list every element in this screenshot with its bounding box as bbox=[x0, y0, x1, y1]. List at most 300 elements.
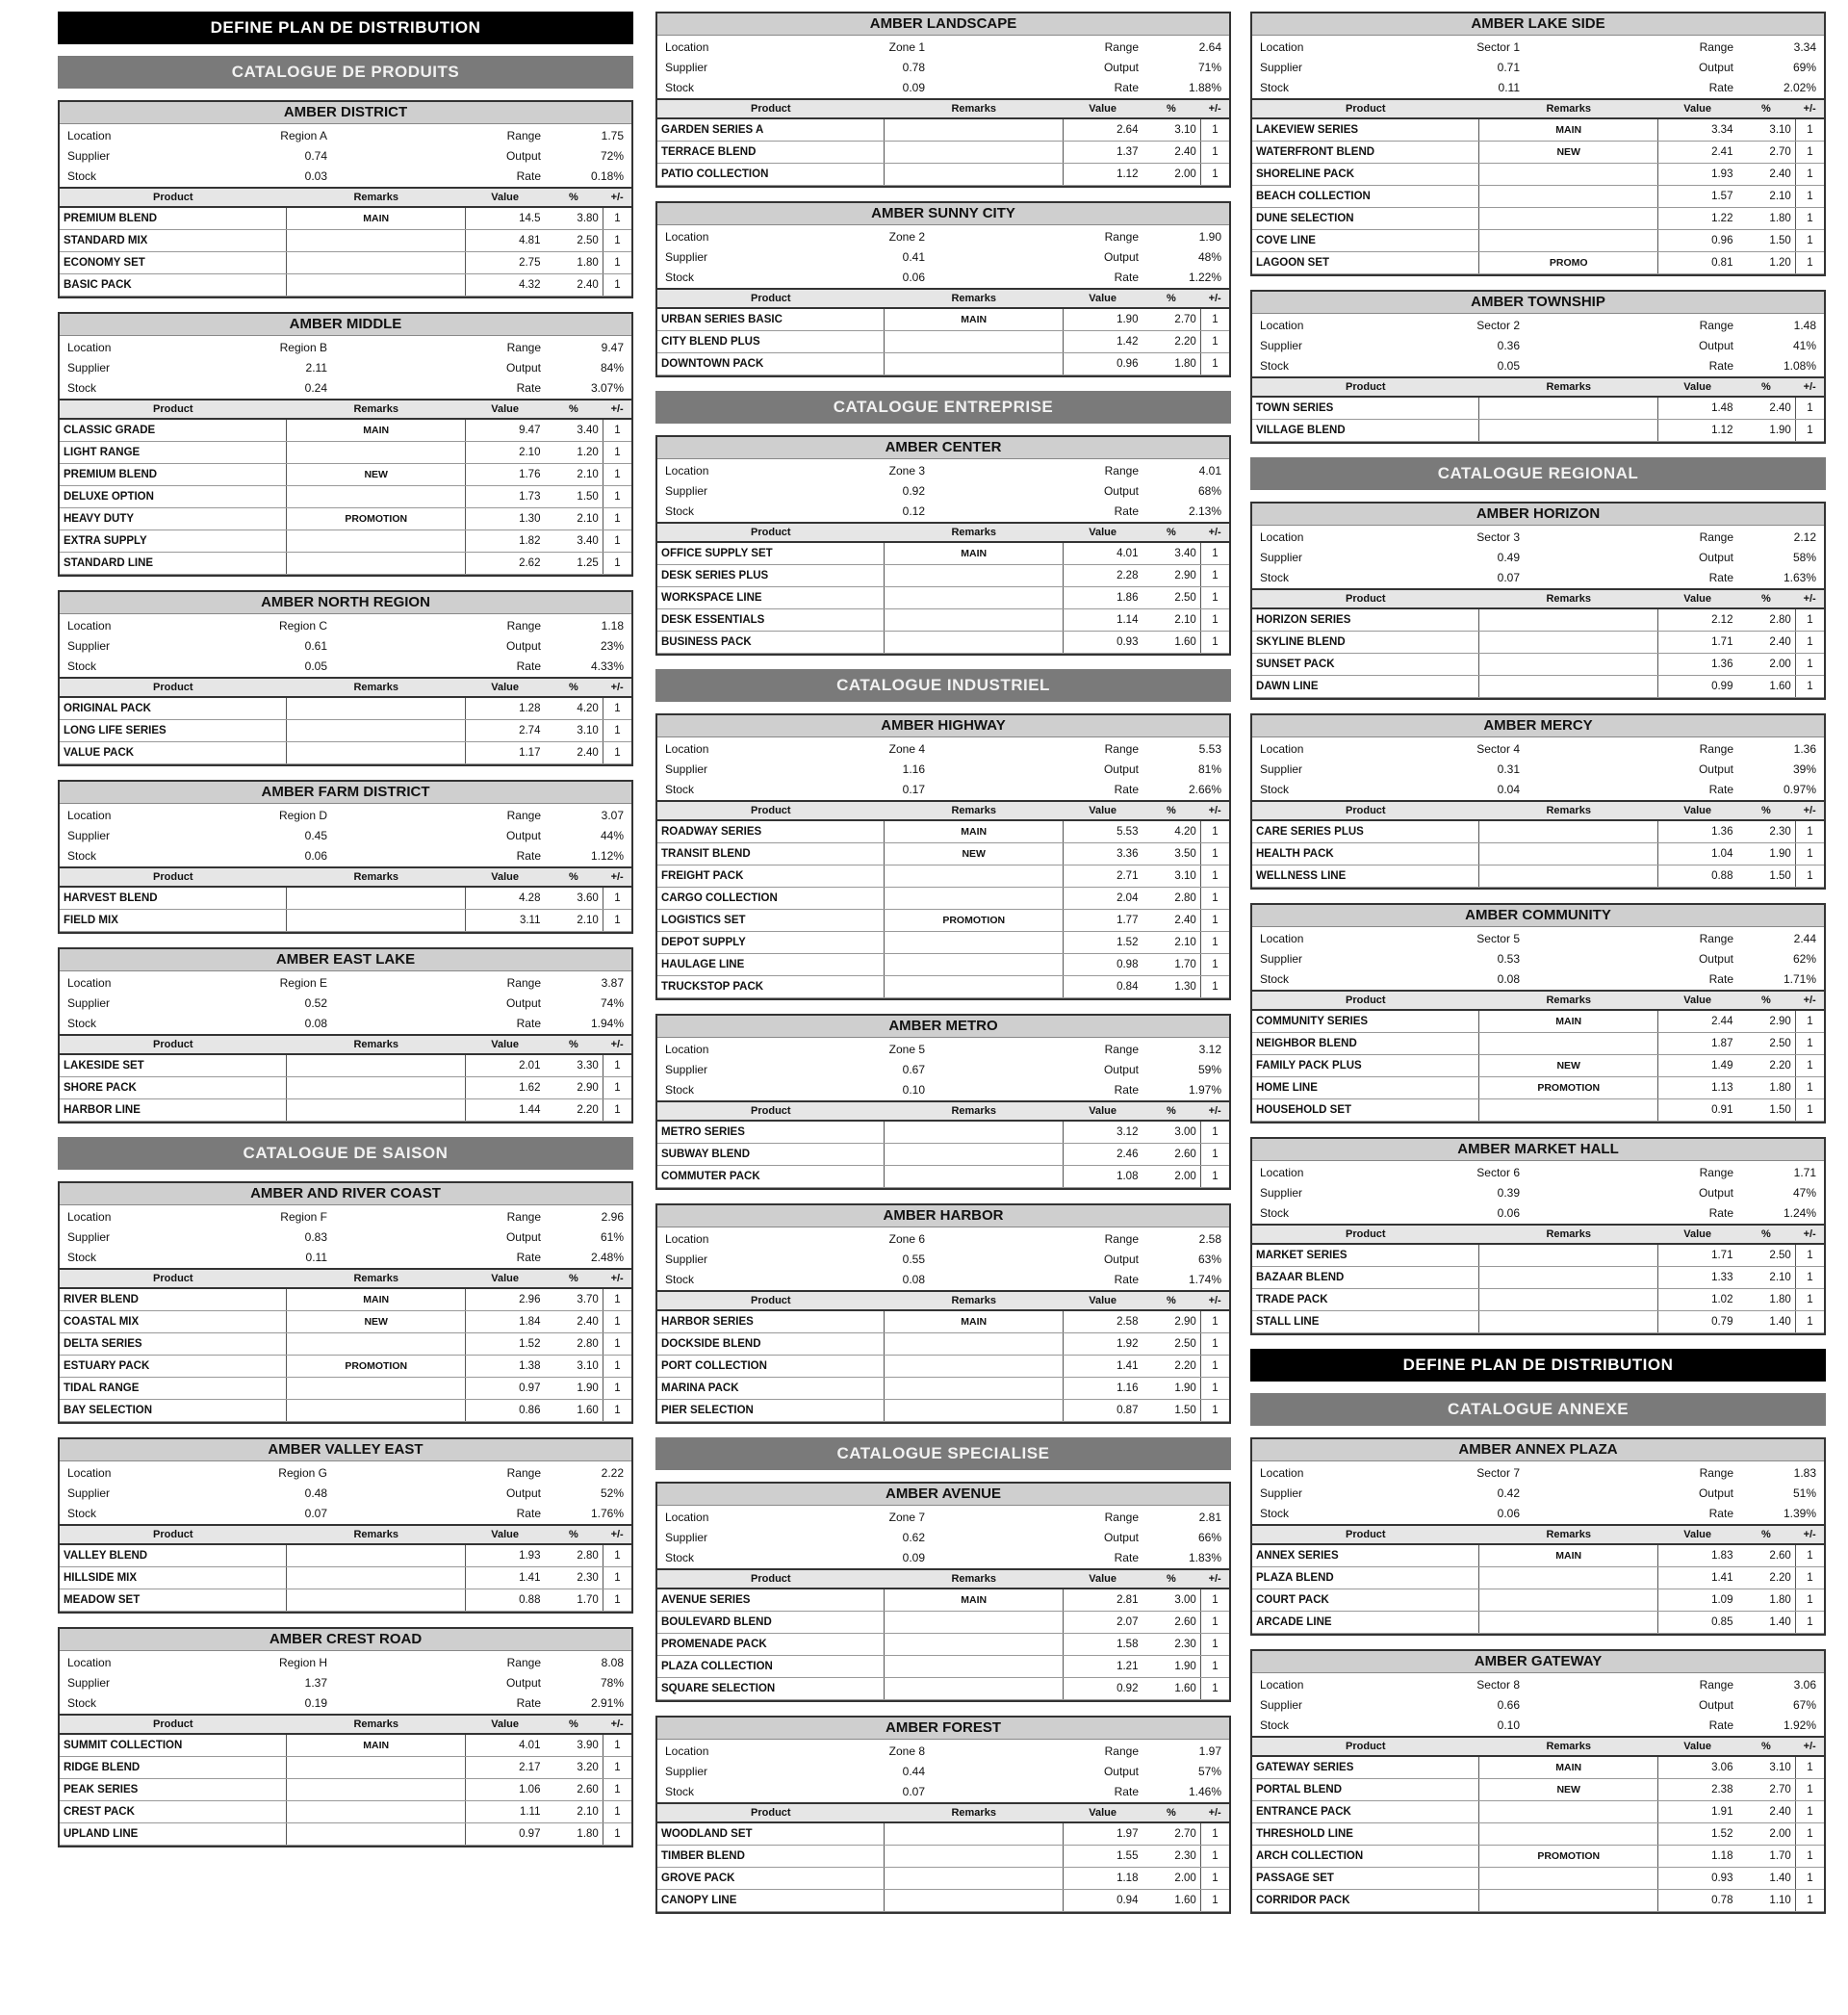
product-percent: 1.50 bbox=[544, 486, 603, 508]
column-header: +/- bbox=[1200, 1291, 1229, 1310]
meta-row bbox=[665, 1508, 1221, 1528]
column-header: Value bbox=[1658, 1225, 1737, 1244]
meta-label: Range bbox=[1104, 742, 1139, 756]
meta-label: Rate bbox=[1708, 1206, 1733, 1220]
product-value: 1.06 bbox=[466, 1779, 545, 1801]
product-table bbox=[1252, 1524, 1824, 1634]
table-row bbox=[1252, 865, 1824, 888]
product-name: HARBOR SERIES bbox=[657, 1310, 885, 1333]
table-row bbox=[60, 442, 631, 464]
meta-label: Location bbox=[665, 1043, 709, 1056]
product-value: 1.82 bbox=[466, 530, 545, 553]
product-remark bbox=[885, 1400, 1064, 1422]
product-name: URBAN SERIES BASIC bbox=[657, 308, 885, 331]
meta-value: 0.11 bbox=[1498, 81, 1520, 94]
meta-row bbox=[1260, 1463, 1816, 1484]
product-remark bbox=[1479, 230, 1658, 252]
column-header: Product bbox=[60, 400, 287, 419]
product-remark bbox=[885, 331, 1064, 353]
product-delta: 1 bbox=[1795, 397, 1824, 420]
meta-row bbox=[665, 227, 1221, 247]
meta-value: 3.34 bbox=[1793, 40, 1816, 54]
meta-row bbox=[1260, 760, 1816, 780]
product-delta: 1 bbox=[603, 697, 631, 720]
meta-value: 69% bbox=[1792, 61, 1816, 74]
product-value: 2.96 bbox=[466, 1288, 545, 1311]
meta-row bbox=[67, 657, 624, 677]
product-name: TRANSIT BLEND bbox=[657, 843, 885, 865]
meta-label: Stock bbox=[1260, 81, 1290, 94]
product-delta: 1 bbox=[1795, 1823, 1824, 1846]
column-header: Remarks bbox=[885, 1101, 1064, 1121]
card-title: AMBER HIGHWAY bbox=[657, 715, 1229, 737]
product-name: PORT COLLECTION bbox=[657, 1356, 885, 1378]
table-header-row bbox=[60, 678, 631, 697]
product-percent: 3.10 bbox=[1736, 1756, 1795, 1779]
meta-row bbox=[67, 616, 624, 636]
column-header: +/- bbox=[1200, 99, 1229, 118]
card-meta bbox=[1252, 526, 1824, 588]
meta-value: Region D bbox=[278, 809, 327, 822]
product-name: VALUE PACK bbox=[60, 742, 287, 764]
table-row bbox=[60, 1823, 631, 1846]
meta-row bbox=[67, 846, 624, 866]
product-percent: 1.90 bbox=[1736, 420, 1795, 442]
column-header: +/- bbox=[1200, 1569, 1229, 1589]
meta-label: Supplier bbox=[665, 1531, 708, 1544]
column-header: % bbox=[544, 188, 603, 207]
meta-label: Stock bbox=[665, 271, 695, 284]
meta-value: 44% bbox=[600, 829, 624, 842]
product-name: DELUXE OPTION bbox=[60, 486, 287, 508]
meta-label: Stock bbox=[665, 1551, 695, 1564]
meta-value: 1.71% bbox=[1783, 972, 1816, 986]
product-value: 1.30 bbox=[466, 508, 545, 530]
product-delta: 1 bbox=[603, 274, 631, 297]
table-row bbox=[1252, 186, 1824, 208]
table-row bbox=[657, 976, 1229, 998]
meta-label: Rate bbox=[1708, 783, 1733, 796]
column-header: Remarks bbox=[885, 523, 1064, 542]
meta-value: 0.08 bbox=[304, 1017, 327, 1030]
meta-label: Stock bbox=[67, 169, 97, 183]
card-title: AMBER HORIZON bbox=[1252, 504, 1824, 526]
column-header: % bbox=[1736, 589, 1795, 608]
product-table bbox=[657, 98, 1229, 186]
table-row bbox=[1252, 1756, 1824, 1779]
card-amber-sunny-city bbox=[655, 201, 1231, 377]
product-remark bbox=[287, 720, 466, 742]
product-delta: 1 bbox=[1795, 230, 1824, 252]
card-title: AMBER LANDSCAPE bbox=[657, 13, 1229, 36]
table-header-row bbox=[60, 1715, 631, 1734]
meta-label: Rate bbox=[1114, 1785, 1139, 1798]
card-amber-metro bbox=[655, 1014, 1231, 1190]
table-row bbox=[1252, 1311, 1824, 1333]
meta-value: 1.48 bbox=[1793, 319, 1816, 332]
meta-label: Location bbox=[665, 1232, 709, 1246]
product-delta: 1 bbox=[603, 230, 631, 252]
product-name: CARE SERIES PLUS bbox=[1252, 820, 1479, 843]
meta-value: Sector 4 bbox=[1476, 742, 1520, 756]
card-amber-township bbox=[1250, 290, 1826, 444]
meta-label: Range bbox=[1104, 1232, 1139, 1246]
product-table bbox=[1252, 376, 1824, 442]
product-value: 2.62 bbox=[466, 553, 545, 575]
table-row bbox=[657, 1612, 1229, 1634]
card-title: AMBER MARKET HALL bbox=[1252, 1139, 1824, 1161]
meta-value: 2.48% bbox=[590, 1251, 624, 1264]
table-row bbox=[657, 865, 1229, 888]
product-delta: 1 bbox=[1795, 632, 1824, 654]
product-name: COVE LINE bbox=[1252, 230, 1479, 252]
product-name: STANDARD LINE bbox=[60, 553, 287, 575]
product-value: 3.36 bbox=[1064, 843, 1142, 865]
product-value: 1.77 bbox=[1064, 910, 1142, 932]
meta-value: 1.74% bbox=[1188, 1273, 1221, 1286]
column-header: +/- bbox=[1200, 1803, 1229, 1822]
column-header: Remarks bbox=[885, 1291, 1064, 1310]
table-row bbox=[657, 820, 1229, 843]
meta-value: 0.07 bbox=[304, 1507, 327, 1520]
meta-label: Output bbox=[505, 1230, 541, 1244]
product-delta: 1 bbox=[1200, 1656, 1229, 1678]
column-header: Remarks bbox=[1479, 1737, 1658, 1756]
table-row bbox=[657, 1589, 1229, 1612]
meta-label: Supplier bbox=[1260, 1186, 1303, 1200]
product-percent: 1.60 bbox=[544, 1400, 603, 1422]
card-amber-landscape bbox=[655, 12, 1231, 188]
meta-value: 0.52 bbox=[304, 996, 327, 1010]
product-name: ARCADE LINE bbox=[1252, 1612, 1479, 1634]
card-meta bbox=[657, 1038, 1229, 1100]
meta-value: 1.39% bbox=[1783, 1507, 1816, 1520]
card-meta bbox=[1252, 737, 1824, 800]
product-remark bbox=[287, 1054, 466, 1077]
card-amber-forest bbox=[655, 1716, 1231, 1914]
table-row bbox=[657, 353, 1229, 375]
section-banner: CATALOGUE ANNEXE bbox=[1250, 1393, 1826, 1426]
table-row bbox=[60, 486, 631, 508]
column-header: % bbox=[1736, 1525, 1795, 1544]
product-remark bbox=[885, 353, 1064, 375]
meta-value: 0.17 bbox=[902, 783, 925, 796]
product-remark bbox=[885, 865, 1064, 888]
meta-value: Zone 3 bbox=[888, 464, 925, 478]
product-percent: 1.60 bbox=[1736, 676, 1795, 698]
product-value: 1.86 bbox=[1064, 587, 1142, 609]
table-row bbox=[657, 632, 1229, 654]
table-header-row bbox=[60, 188, 631, 207]
product-value: 4.81 bbox=[466, 230, 545, 252]
card-meta bbox=[1252, 1673, 1824, 1736]
product-delta: 1 bbox=[603, 1567, 631, 1589]
meta-value: Sector 8 bbox=[1476, 1678, 1520, 1692]
meta-value: 1.97% bbox=[1188, 1083, 1221, 1097]
meta-value: 71% bbox=[1197, 61, 1221, 74]
product-value: 1.11 bbox=[466, 1801, 545, 1823]
product-value: 1.13 bbox=[1658, 1077, 1737, 1099]
table-row bbox=[1252, 1589, 1824, 1612]
table-row bbox=[60, 419, 631, 442]
product-delta: 1 bbox=[1200, 910, 1229, 932]
product-percent: 2.50 bbox=[544, 230, 603, 252]
meta-label: Range bbox=[506, 1466, 541, 1480]
card-meta bbox=[1252, 314, 1824, 376]
product-value: 2.58 bbox=[1064, 1310, 1142, 1333]
meta-value: 57% bbox=[1197, 1765, 1221, 1778]
meta-value: 3.07% bbox=[590, 381, 624, 395]
product-name: COASTAL MIX bbox=[60, 1311, 287, 1333]
meta-value: 63% bbox=[1197, 1253, 1221, 1266]
product-delta: 1 bbox=[603, 720, 631, 742]
product-percent: 1.40 bbox=[1736, 1612, 1795, 1634]
product-delta: 1 bbox=[603, 252, 631, 274]
table-row bbox=[60, 742, 631, 764]
column-header: % bbox=[1142, 1101, 1200, 1121]
product-remark bbox=[1479, 1033, 1658, 1055]
meta-label: Output bbox=[1103, 484, 1139, 498]
meta-label: Rate bbox=[1708, 1507, 1733, 1520]
table-row bbox=[60, 508, 631, 530]
meta-label: Location bbox=[1260, 742, 1304, 756]
product-name: ARCH COLLECTION bbox=[1252, 1846, 1479, 1868]
card-meta bbox=[1252, 1461, 1824, 1524]
meta-row bbox=[665, 780, 1221, 800]
table-row bbox=[60, 1567, 631, 1589]
product-name: WATERFRONT BLEND bbox=[1252, 142, 1479, 164]
product-value: 0.79 bbox=[1658, 1311, 1737, 1333]
product-name: CARGO COLLECTION bbox=[657, 888, 885, 910]
meta-row bbox=[665, 1270, 1221, 1290]
meta-label: Range bbox=[506, 976, 541, 990]
meta-row bbox=[1260, 356, 1816, 376]
product-name: OFFICE SUPPLY SET bbox=[657, 542, 885, 565]
product-name: CANOPY LINE bbox=[657, 1890, 885, 1912]
meta-row bbox=[665, 1762, 1221, 1782]
product-percent: 1.70 bbox=[1736, 1846, 1795, 1868]
column-header: Remarks bbox=[287, 1525, 466, 1544]
product-percent: 3.70 bbox=[544, 1288, 603, 1311]
product-name: DAWN LINE bbox=[1252, 676, 1479, 698]
card-title: AMBER COMMUNITY bbox=[1252, 905, 1824, 927]
meta-value: 74% bbox=[600, 996, 624, 1010]
column-header: Remarks bbox=[287, 400, 466, 419]
meta-label: Stock bbox=[67, 849, 97, 863]
meta-label: Rate bbox=[1708, 972, 1733, 986]
card-meta bbox=[60, 124, 631, 187]
meta-label: Output bbox=[1698, 1186, 1733, 1200]
product-delta: 1 bbox=[1795, 865, 1824, 888]
product-value: 2.81 bbox=[1064, 1589, 1142, 1612]
product-value: 9.47 bbox=[466, 419, 545, 442]
meta-label: Rate bbox=[516, 1507, 541, 1520]
column-header: % bbox=[1142, 99, 1200, 118]
table-header-row bbox=[657, 1803, 1229, 1822]
meta-label: Location bbox=[1260, 530, 1304, 544]
product-name: UPLAND LINE bbox=[60, 1823, 287, 1846]
product-percent: 2.50 bbox=[1142, 1333, 1200, 1356]
product-remark bbox=[885, 1166, 1064, 1188]
card-amber-harbor bbox=[655, 1203, 1231, 1424]
product-remark: NEW bbox=[1479, 1779, 1658, 1801]
product-value: 1.57 bbox=[1658, 186, 1737, 208]
meta-label: Location bbox=[1260, 1166, 1304, 1179]
column-header: % bbox=[1736, 377, 1795, 397]
product-remark bbox=[287, 530, 466, 553]
product-name: HEAVY DUTY bbox=[60, 508, 287, 530]
meta-value: Sector 3 bbox=[1476, 530, 1520, 544]
product-value: 1.17 bbox=[466, 742, 545, 764]
product-table bbox=[60, 399, 631, 575]
product-delta: 1 bbox=[1795, 1544, 1824, 1567]
product-percent: 2.60 bbox=[544, 1779, 603, 1801]
meta-label: Range bbox=[1699, 40, 1733, 54]
product-remark bbox=[287, 1544, 466, 1567]
meta-value: 0.10 bbox=[1497, 1718, 1520, 1732]
meta-value: Sector 5 bbox=[1476, 932, 1520, 945]
meta-value: 3.87 bbox=[601, 976, 624, 990]
section-banner: DEFINE PLAN DE DISTRIBUTION bbox=[58, 12, 633, 44]
meta-row bbox=[67, 1248, 624, 1268]
column-header: % bbox=[1142, 1803, 1200, 1822]
column-header: Product bbox=[60, 1715, 287, 1734]
product-table bbox=[1252, 588, 1824, 698]
section-banner: DEFINE PLAN DE DISTRIBUTION bbox=[1250, 1349, 1826, 1382]
meta-value: 0.03 bbox=[304, 169, 327, 183]
table-row bbox=[60, 1400, 631, 1422]
card-amber-middle bbox=[58, 312, 633, 577]
product-name: RIDGE BLEND bbox=[60, 1757, 287, 1779]
column-header: +/- bbox=[603, 1269, 631, 1288]
product-name: DOWNTOWN PACK bbox=[657, 353, 885, 375]
meta-label: Supplier bbox=[665, 1253, 708, 1266]
product-value: 1.62 bbox=[466, 1077, 545, 1099]
product-remark bbox=[287, 697, 466, 720]
product-name: SUMMIT COLLECTION bbox=[60, 1734, 287, 1757]
meta-row bbox=[665, 78, 1221, 98]
table-row bbox=[1252, 1779, 1824, 1801]
product-remark bbox=[1479, 1099, 1658, 1122]
product-value: 3.06 bbox=[1658, 1756, 1737, 1779]
meta-value: 23% bbox=[600, 639, 624, 653]
product-percent: 2.60 bbox=[1142, 1612, 1200, 1634]
column-header: % bbox=[1736, 1225, 1795, 1244]
meta-row bbox=[665, 58, 1221, 78]
meta-row bbox=[1260, 969, 1816, 990]
product-percent: 2.40 bbox=[1736, 632, 1795, 654]
product-name: LAGOON SET bbox=[1252, 252, 1479, 274]
meta-label: Output bbox=[505, 361, 541, 375]
meta-value: 1.75 bbox=[601, 129, 624, 142]
product-name: PREMIUM BLEND bbox=[60, 207, 287, 230]
product-remark bbox=[287, 553, 466, 575]
product-name: PREMIUM BLEND bbox=[60, 464, 287, 486]
meta-value: Sector 7 bbox=[1476, 1466, 1520, 1480]
meta-row bbox=[67, 1504, 624, 1524]
meta-value: 1.22% bbox=[1188, 271, 1221, 284]
table-row bbox=[1252, 820, 1824, 843]
card-amber-highway bbox=[655, 713, 1231, 1000]
product-delta: 1 bbox=[1795, 118, 1824, 142]
column-header: Product bbox=[657, 289, 885, 308]
table-row bbox=[657, 1868, 1229, 1890]
meta-value: 0.61 bbox=[304, 639, 327, 653]
meta-value: 0.19 bbox=[304, 1696, 327, 1710]
product-delta: 1 bbox=[1200, 843, 1229, 865]
product-remark bbox=[885, 118, 1064, 142]
product-name: LONG LIFE SERIES bbox=[60, 720, 287, 742]
product-delta: 1 bbox=[603, 553, 631, 575]
product-percent: 3.00 bbox=[1142, 1121, 1200, 1144]
meta-value: 0.24 bbox=[304, 381, 327, 395]
table-row bbox=[657, 1656, 1229, 1678]
table-row bbox=[1252, 1612, 1824, 1634]
meta-label: Location bbox=[67, 1656, 112, 1669]
column-header: % bbox=[544, 678, 603, 697]
product-delta: 1 bbox=[1795, 1868, 1824, 1890]
product-delta: 1 bbox=[1795, 208, 1824, 230]
product-percent: 1.80 bbox=[544, 1823, 603, 1846]
card-amber-crest-road bbox=[58, 1627, 633, 1847]
meta-value: 0.07 bbox=[902, 1785, 925, 1798]
product-name: BAY SELECTION bbox=[60, 1400, 287, 1422]
column-header: % bbox=[544, 1715, 603, 1734]
table-header-row bbox=[657, 523, 1229, 542]
meta-value: 0.31 bbox=[1497, 762, 1520, 776]
product-name: DUNE SELECTION bbox=[1252, 208, 1479, 230]
product-remark bbox=[287, 1823, 466, 1846]
product-value: 2.10 bbox=[466, 442, 545, 464]
product-value: 1.18 bbox=[1658, 1846, 1737, 1868]
column-header: Product bbox=[60, 1269, 287, 1288]
meta-row bbox=[665, 760, 1221, 780]
card-amber-district bbox=[58, 100, 633, 298]
product-table bbox=[657, 1802, 1229, 1912]
product-remark bbox=[287, 1757, 466, 1779]
meta-label: Supplier bbox=[1260, 339, 1303, 352]
meta-label: Stock bbox=[1260, 783, 1290, 796]
product-delta: 1 bbox=[1795, 608, 1824, 632]
product-percent: 2.50 bbox=[1736, 1033, 1795, 1055]
product-table bbox=[1252, 800, 1824, 888]
product-percent: 1.20 bbox=[1736, 252, 1795, 274]
table-row bbox=[1252, 252, 1824, 274]
meta-value: 0.06 bbox=[304, 849, 327, 863]
meta-label: Range bbox=[1699, 932, 1733, 945]
card-title: AMBER SUNNY CITY bbox=[657, 203, 1229, 225]
product-percent: 3.60 bbox=[544, 887, 603, 910]
table-row bbox=[60, 530, 631, 553]
product-remark bbox=[1479, 208, 1658, 230]
product-name: ENTRANCE PACK bbox=[1252, 1801, 1479, 1823]
product-table bbox=[657, 1100, 1229, 1188]
table-row bbox=[60, 1356, 631, 1378]
card-amber-annex-plaza bbox=[1250, 1437, 1826, 1636]
product-value: 1.28 bbox=[466, 697, 545, 720]
column-header: Product bbox=[657, 1803, 885, 1822]
product-percent: 2.40 bbox=[1736, 164, 1795, 186]
section-banner: CATALOGUE REGIONAL bbox=[1250, 457, 1826, 490]
table-row bbox=[60, 252, 631, 274]
product-delta: 1 bbox=[1200, 331, 1229, 353]
table-row bbox=[60, 1801, 631, 1823]
meta-label: Location bbox=[67, 809, 112, 822]
meta-value: Sector 2 bbox=[1476, 319, 1520, 332]
product-delta: 1 bbox=[1200, 565, 1229, 587]
product-percent: 2.10 bbox=[1142, 932, 1200, 954]
meta-row bbox=[665, 481, 1221, 502]
